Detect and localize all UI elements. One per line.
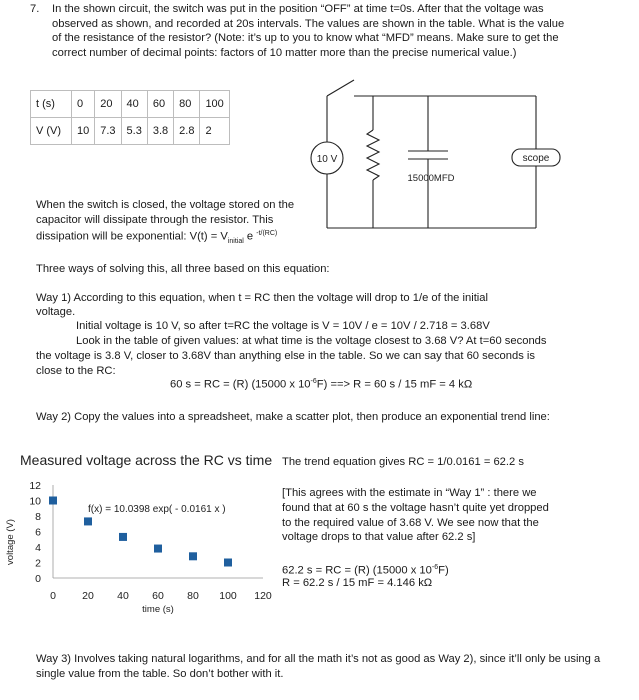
scatter-chart [0, 470, 280, 620]
intro-line: capacitor will dissipate through the resistor. This [36, 213, 274, 226]
way1-line1: Way 1) According to this equation, when t = RC then the voltage will drop to 1/e of the initial [36, 292, 489, 304]
x-tick-label: 120 [254, 590, 272, 602]
data-point [224, 559, 232, 567]
x-tick-label: 40 [117, 590, 129, 602]
trend-line2: [This agrees with the estimate in “Way 1” : there we [282, 487, 537, 499]
table-cell: 60 [147, 91, 173, 118]
y-tick-label: 6 [35, 526, 41, 539]
y-tick-label: 4 [35, 542, 41, 554]
data-point [189, 552, 197, 560]
scope-label: scope [522, 153, 550, 164]
x-tick-label: 20 [82, 590, 94, 602]
capacitor-label: 15000MFD [407, 173, 455, 184]
intro-paragraph [36, 198, 316, 249]
y-tick-label: 12 [29, 480, 41, 492]
table-cell: 100 [200, 91, 229, 118]
data-point [49, 497, 57, 505]
data-point [84, 517, 92, 525]
circuit-diagram [290, 74, 580, 249]
trend-line1: The trend equation gives RC = 1/0.0161 = 62.2 s [282, 456, 524, 468]
y-tick-label: 8 [35, 511, 41, 523]
y-tick-label: 10 [29, 495, 41, 508]
way1-line6: close to the RC: [36, 365, 116, 377]
chart-title: Measured voltage across the RC vs time [20, 452, 273, 468]
table-row-voltage [31, 118, 230, 145]
table-cell: 5.3 [121, 118, 147, 145]
question-number: 7. [30, 3, 40, 15]
source-label: 10 V [316, 154, 338, 165]
y-tick-label: 2 [35, 557, 41, 570]
resistor [367, 130, 379, 180]
table-cell: 10 [72, 118, 95, 145]
table-cell: 7.3 [95, 118, 121, 145]
way2-line1: Way 2) Copy the values into a spreadsheet, make a scatter plot, then produce an exponential trend line: [36, 411, 550, 423]
trend-line4: to the required value of 3.68 V. We see now that the [282, 517, 539, 529]
way1-equation: 60 s = RC = (R) (15000 x $10^{-6}F$) ==> R = 60 s / 15 mF = 4 kΩ [170, 378, 473, 391]
row-label-voltage: V (V) [31, 118, 72, 145]
trend-line6: 62.2 s = RC = (R) (15000 x $10^{-6}F$) [282, 564, 449, 577]
x-tick-label: 100 [219, 590, 237, 602]
data-point [154, 545, 162, 553]
x-axis-label: time (s) [142, 604, 174, 615]
trend-line3: found that at 60 s the voltage hasn’t quite yet dropped [282, 502, 549, 514]
way1-line5: the voltage is 3.8 V, closer to 3.68V than anything else in the table. So we can say that 60 seconds is [36, 350, 535, 362]
data-point [119, 533, 127, 541]
way3-paragraph: Way 3) Involves taking natural logarithms, and for all the math it’s not as good as Way 2), since it’ll only be using a single value from the table. So don’t bother with it. [36, 653, 601, 680]
way1-line4: Look in the table of given values: at what time is the voltage closest to 3.68 V? At t=60 seconds [76, 335, 547, 347]
trend-annotation: f(x) = 10.0398 exp( - 0.0161 x ) [88, 504, 226, 515]
y-tick-label: 0 [35, 573, 41, 585]
question-body: In the shown circuit, the switch was put in the position “OFF” at time t=0s. After that the voltage was observed as shown, and recorded at 20s intervals. The values are shown in the table. What is the value of the resistance of the resistor? (Note: it’s up to you to know what “MFD” means. Make sure to get the correct number of decimal points: factors of 10 matter more than the precise numerical value.) [52, 3, 565, 59]
row-label-time: t (s) [31, 91, 72, 118]
trend-line7: R = 62.2 s / 15 mF = 4.146 kΩ [282, 577, 433, 589]
switch-blade [327, 80, 354, 96]
x-tick-label: 60 [152, 590, 164, 602]
x-tick-label: 0 [50, 590, 56, 602]
table-cell: 80 [174, 91, 200, 118]
y-axis-label: voltage (V) [5, 519, 16, 565]
table-cell: 2.8 [174, 118, 200, 145]
table-cell: 40 [121, 91, 147, 118]
table-cell: 20 [95, 91, 121, 118]
data-table [30, 90, 230, 145]
three-ways-heading: Three ways of solving this, all three based on this equation: [36, 263, 330, 275]
table-cell: 2 [200, 118, 229, 145]
table-cell: 0 [72, 91, 95, 118]
trend-line5: voltage drops to that value after 62.2 s] [282, 531, 476, 543]
way1-line2: voltage. [36, 306, 76, 318]
way1-line3: Initial voltage is 10 V, so after t=RC the voltage is V = 10V / e = 10V / 2.718 = 3.68V [76, 320, 490, 332]
table-cell: 3.8 [147, 118, 173, 145]
question-text [30, 2, 572, 60]
table-row-time [31, 91, 230, 118]
intro-line: When the switch is closed, the voltage stored on the [36, 199, 295, 211]
x-tick-label: 80 [187, 590, 199, 602]
exponential-equation: dissipation will be exponential: $V(t) = V_{initial}$ e $^{-t/(RC)}$ [36, 230, 278, 245]
